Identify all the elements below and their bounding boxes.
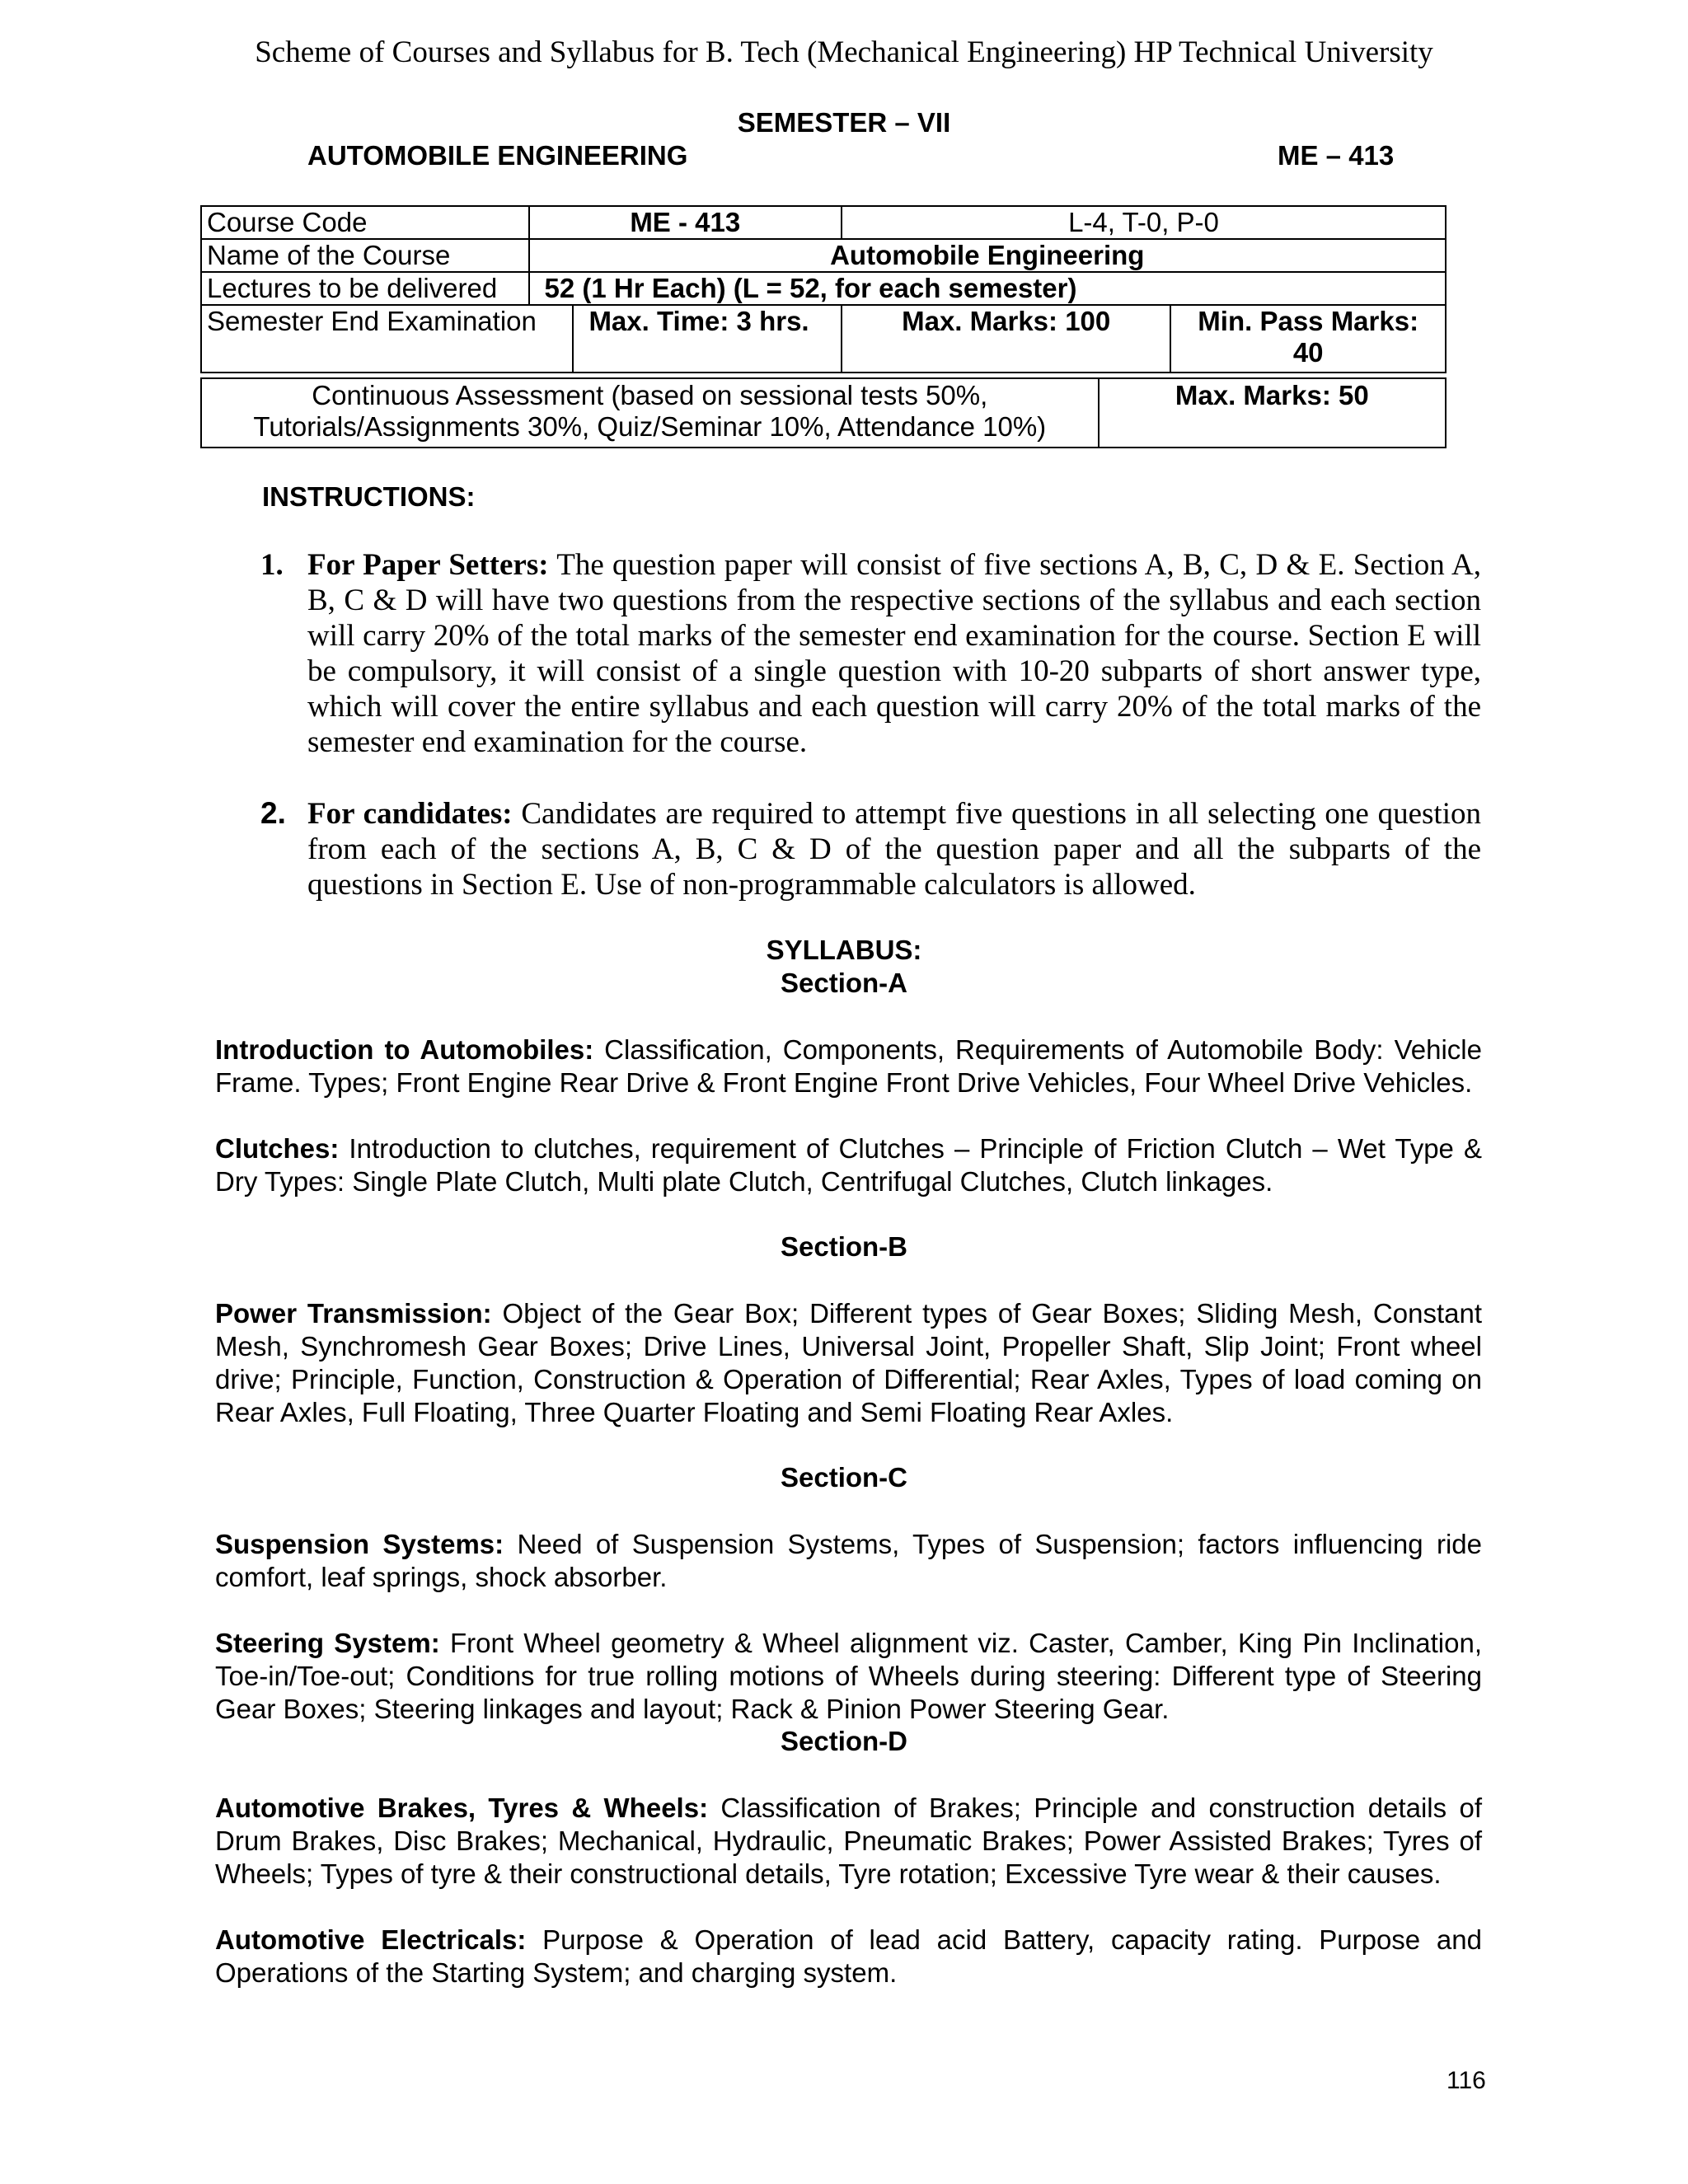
- topic-lead: Automotive Electricals:: [215, 1924, 527, 1955]
- min-pass-label: Min. Pass Marks:: [1198, 306, 1419, 336]
- topic-text: Front Wheel geometry & Wheel alignment viz. Caster, Camber, King Pin Inclination, Toe-in/Toe-out; Conditions for true rolling motions of Wheels during steering: Different type of Steering Gear Boxes; Steering linkages and layout; Rack & Pinion Power Steering Gear.: [215, 1628, 1483, 1724]
- topic-lead: Steering System:: [215, 1628, 440, 1658]
- table-row: [201, 272, 1446, 305]
- lectures-value: 52 (1 Hr Each) (L = 52, for each semester): [529, 272, 1446, 305]
- continuous-assessment-table: [200, 377, 1447, 448]
- topic-text: Need of Suspension Systems, Types of Suspension; factors influencing ride comfort, leaf springs, shock absorber.: [215, 1529, 1482, 1592]
- topic-brakes-tyres: [215, 1792, 1482, 1891]
- assessment-marks: Max. Marks: 50: [1099, 378, 1446, 448]
- instruction-number: 2.: [260, 796, 286, 830]
- min-pass-marks: [1170, 305, 1446, 373]
- topic-text: Object of the Gear Box; Different types of Gear Boxes; Sliding Mesh, Constant Mesh, Synchromesh Gear Boxes; Drive Lines, Universal Joint, Propeller Shaft, Slip Joint; Front wheel drive; Principle, Function, Construction & Operation of Differential; Rear Axles, Types of load coming on Rear Axles, Full Floating, Three Quarter Floating and Semi Floating Rear Axles.: [215, 1298, 1483, 1427]
- instruction-text: The question paper will consist of five sections A, B, C, D & E. Section A, B, C & D will have two questions from the respective sections of the syllabus and each section will carry 20% of the total marks of the semester end examination for the course. Section E will be compulsory, it will consist of a single question with 10-20 subparts of short answer type, which will cover the entire syllabus and each question will carry 20% of the total marks of the semester end examination for the course.: [307, 548, 1481, 759]
- section-d-heading: Section-D: [780, 1726, 907, 1756]
- table-row: [201, 239, 1446, 272]
- lectures-label: Lectures to be delivered: [201, 272, 529, 305]
- section-b-heading: Section-B: [780, 1231, 907, 1262]
- topic-lead: Suspension Systems:: [215, 1529, 504, 1559]
- section-a-heading: Section-A: [780, 968, 907, 998]
- table-row: [201, 378, 1446, 448]
- topic-suspension: [215, 1528, 1482, 1594]
- table-row: [201, 206, 1446, 239]
- topic-electricals: [215, 1924, 1482, 1990]
- instruction-lead: For candidates:: [307, 797, 513, 831]
- course-title: AUTOMOBILE ENGINEERING: [307, 140, 688, 171]
- page-number: 116: [1447, 2067, 1486, 2094]
- ltp-value: L-4, T-0, P-0: [842, 206, 1446, 239]
- topic-text: Classification, Components, Requirements of Automobile Body: Vehicle Frame. Types; Front Engine Rear Drive & Front Engine Front Drive Vehicles, Four Wheel Drive Vehicles.: [215, 1034, 1482, 1098]
- assessment-description: [201, 378, 1099, 448]
- topic-text: Introduction to clutches, requirement of Clutches – Principle of Friction Clutch – Wet Type & Dry Types: Single Plate Clutch, Multi plate Clutch, Centrifugal Clutches, Clutch linkages.: [215, 1133, 1482, 1197]
- running-header: Scheme of Courses and Syllabus for B. Tech (Mechanical Engineering) HP Technical University: [255, 35, 1433, 69]
- topic-lead: Clutches:: [215, 1133, 340, 1164]
- max-time: Max. Time: 3 hrs.: [573, 305, 842, 373]
- instruction-number: 1.: [260, 548, 284, 582]
- topic-text: Purpose & Operation of lead acid Battery, capacity rating. Purpose and Operations of the Starting System; and charging system.: [215, 1924, 1482, 1988]
- exam-label: Semester End Examination: [201, 305, 573, 373]
- instructions-heading: INSTRUCTIONS:: [262, 481, 476, 512]
- topic-steering: [215, 1627, 1482, 1726]
- syllabus-heading: SYLLABUS:: [766, 935, 922, 965]
- topic-clutches: [215, 1132, 1482, 1198]
- topic-lead: Introduction to Automobiles:: [215, 1034, 594, 1065]
- min-pass-value: 40: [1292, 337, 1324, 368]
- course-name-label: Name of the Course: [201, 239, 529, 272]
- topic-lead: Power Transmission:: [215, 1298, 492, 1329]
- course-code-value: ME - 413: [529, 206, 842, 239]
- instruction-candidates: [307, 796, 1481, 902]
- table-row: [201, 305, 1446, 373]
- course-details-table: [200, 205, 1447, 373]
- topic-power-transmission: [215, 1297, 1482, 1429]
- topic-text: Classification of Brakes; Principle and construction details of Drum Brakes, Disc Brakes; Mechanical, Hydraulic, Pneumatic Brakes; Power Assisted Brakes; Tyres of Wheels; Types of tyre & their constructional details, Tyre rotation; Excessive Tyre wear & their causes.: [215, 1793, 1482, 1889]
- topic-introduction: [215, 1033, 1482, 1099]
- course-name-value: Automobile Engineering: [529, 239, 1446, 272]
- assessment-line-1: Continuous Assessment (based on sessional tests 50%,: [312, 380, 988, 410]
- instruction-text: Candidates are required to attempt five questions in all selecting one question from each of the sections A, B, C & D of the question paper and all the subparts of the questions in Section E. Use of non-programmable calculators is allowed.: [307, 797, 1481, 902]
- section-c-heading: Section-C: [780, 1462, 907, 1493]
- course-code-label: Course Code: [201, 206, 529, 239]
- assessment-line-2: Tutorials/Assignments 30%, Quiz/Seminar 10%, Attendance 10%): [253, 411, 1047, 442]
- topic-lead: Automotive Brakes, Tyres & Wheels:: [215, 1793, 709, 1823]
- instruction-paper-setters: [307, 547, 1481, 760]
- course-code-heading: ME – 413: [1278, 140, 1395, 171]
- instruction-lead: For Paper Setters:: [307, 548, 549, 582]
- semester-title: SEMESTER – VII: [737, 107, 951, 138]
- max-marks: Max. Marks: 100: [842, 305, 1170, 373]
